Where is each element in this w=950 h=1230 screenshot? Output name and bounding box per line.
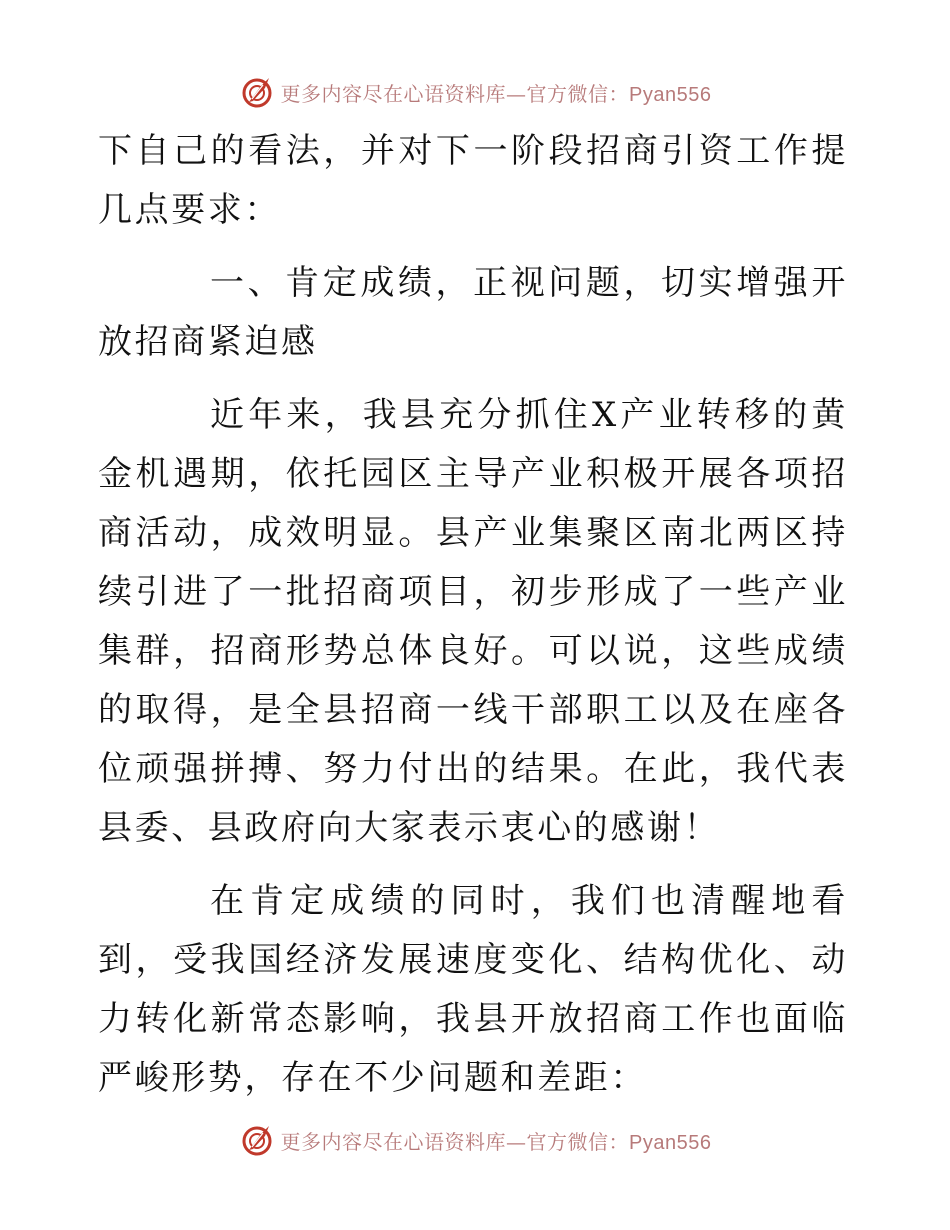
watermark-text: 更多内容尽在心语资料库—官方微信：Pyan556	[280, 81, 712, 106]
section-heading: 一、肯定成绩，正视问题，切实增强开放招商紧迫感	[98, 263, 848, 362]
quill-pen-circle-icon	[239, 74, 275, 110]
paragraph-intro: 下自己的看法，并对下一阶段招商引资工作提几点要求：	[98, 131, 848, 230]
paragraph-achievements: 近年来，我县充分抓住X产业转移的黄金机遇期，依托园区主导产业积极开展各项招商活动，成效明显。县产业集聚区南北两区持续引进了一批招商项目，初步形成了一些产业集群，招商形势总体良好。可以说，这些成绩的取得，是全县招商一线干部职工以及在座各位顽强拼搏、努力付出的结果。在此，我代表县委、县政府向大家表示衷心的感谢！	[98, 395, 848, 848]
paragraph-problems: 在肯定成绩的同时，我们也清醒地看到，受我国经济发展速度变化、结构优化、动力转化新常态影响，我县开放招商工作也面临严峻形势，存在不少问题和差距：	[98, 881, 848, 1098]
watermark-handle: Pyan556	[629, 1131, 712, 1154]
quill-pen-circle-icon	[239, 1122, 275, 1158]
document-body	[98, 122, 848, 1108]
watermark-text: 更多内容尽在心语资料库—官方微信：Pyan556	[280, 1129, 712, 1154]
watermark-handle: Pyan556	[629, 83, 712, 106]
footer-watermark	[0, 1120, 950, 1160]
header-watermark	[0, 72, 950, 112]
